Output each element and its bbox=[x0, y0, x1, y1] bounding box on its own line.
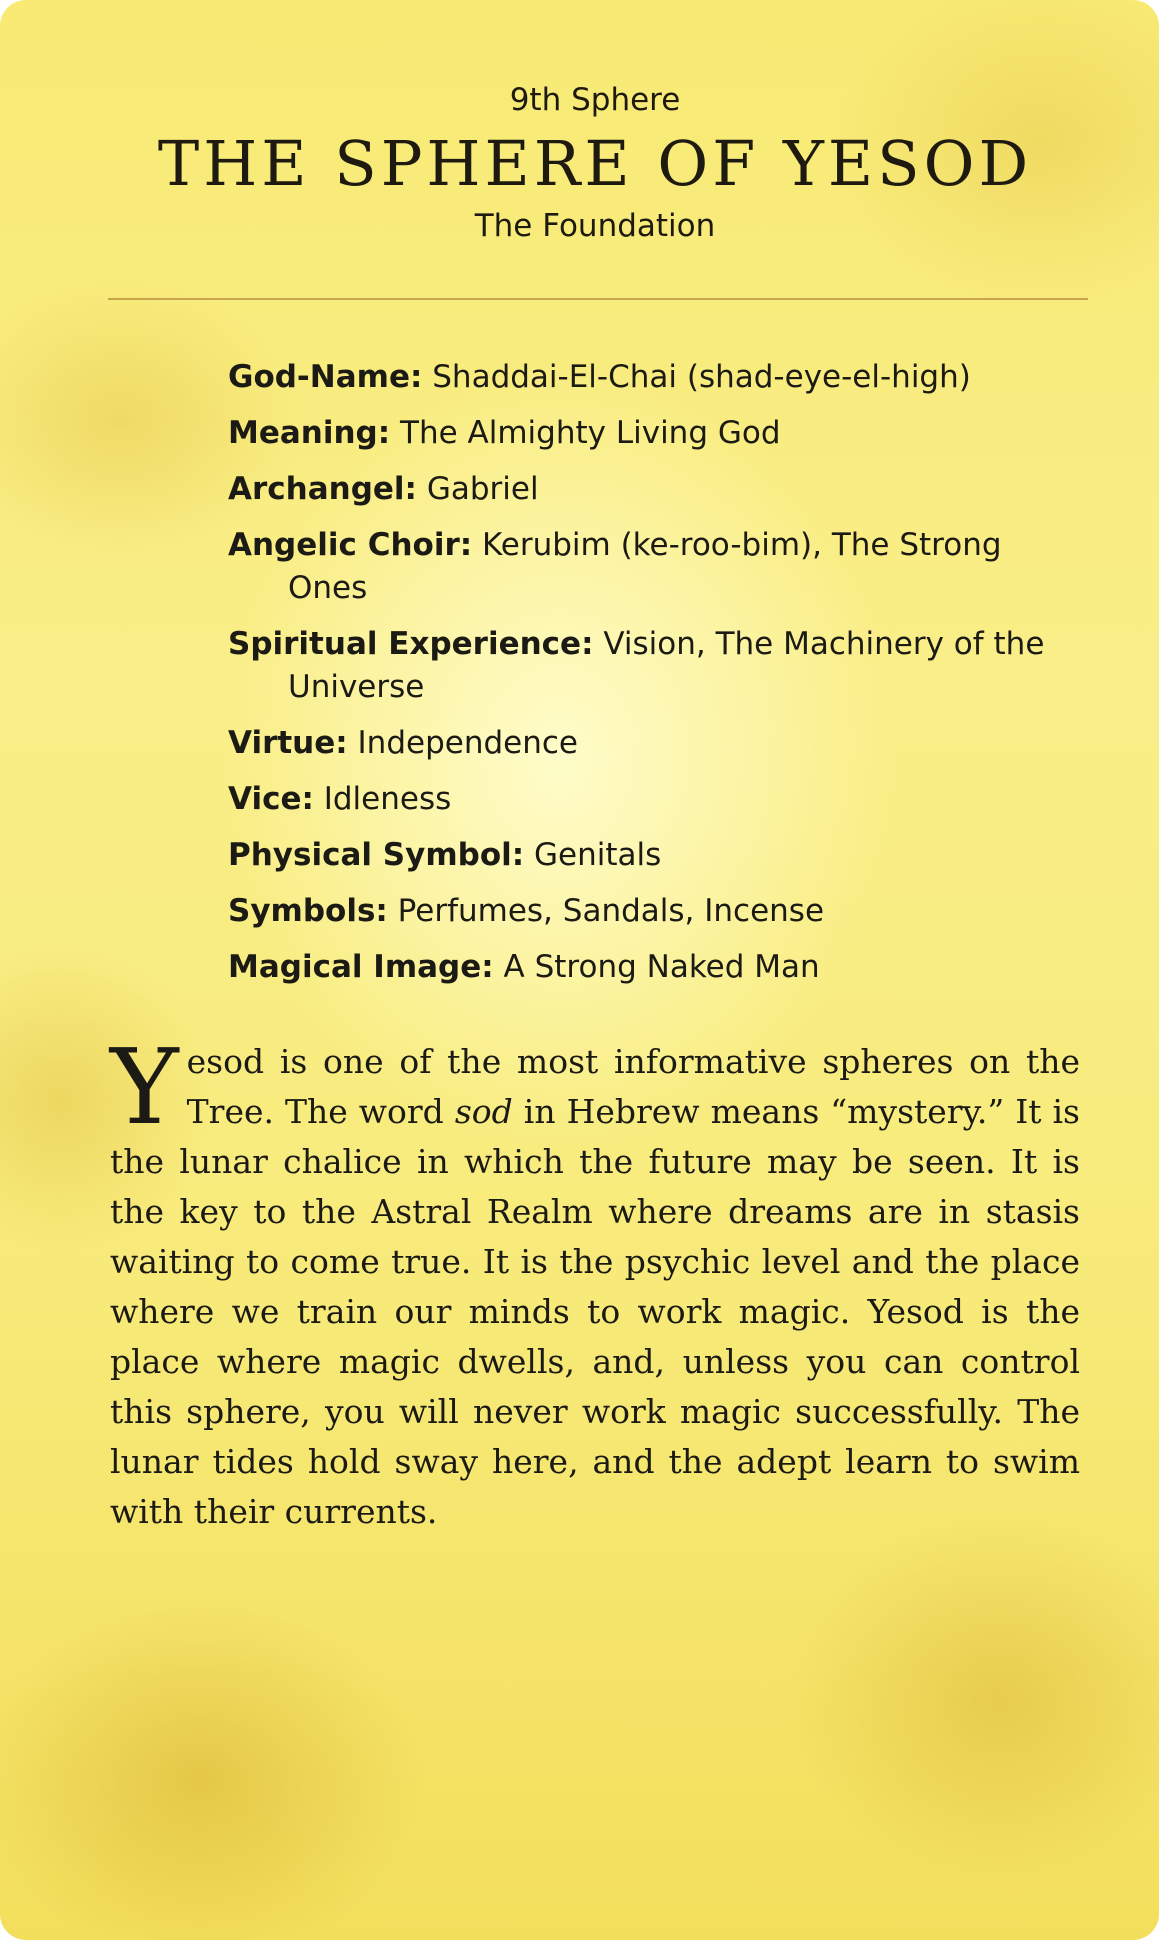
attribute-label: Vice: bbox=[228, 781, 314, 817]
attribute-label: Magical Image: bbox=[228, 949, 494, 985]
attribute-label: Physical Symbol: bbox=[228, 837, 525, 873]
attribute-label: Angelic Choir: bbox=[228, 527, 473, 563]
attribute-row-god-name bbox=[228, 356, 1048, 399]
description-italic-word: sod bbox=[454, 1092, 513, 1131]
attribute-value: Independence bbox=[357, 725, 578, 761]
attribute-label: Meaning: bbox=[228, 415, 391, 451]
attribute-value: Genitals bbox=[534, 837, 662, 873]
attribute-row-physical-symbol bbox=[228, 834, 1048, 877]
card-subtitle: The Foundation bbox=[474, 208, 716, 244]
attribute-label: God-Name: bbox=[228, 359, 423, 395]
description-paragraph bbox=[110, 1026, 1080, 1537]
attribute-row-magical-image bbox=[228, 946, 1048, 989]
attribute-value: Idleness bbox=[323, 781, 452, 817]
attribute-row-vice bbox=[228, 778, 1048, 821]
attribute-label: Archangel: bbox=[228, 471, 417, 507]
attribute-row-angelic-choir bbox=[228, 524, 1048, 610]
attribute-value: Vision, The Machinery of the Universe bbox=[288, 626, 1045, 705]
sphere-number: 9th Sphere bbox=[509, 82, 681, 118]
description-text-start: esod is one of the most informative spheres on the Tree. The word bbox=[186, 1042, 1080, 1131]
attribute-label: Spiritual Experience: bbox=[228, 626, 594, 662]
attribute-row-virtue bbox=[228, 722, 1048, 765]
attribute-list bbox=[228, 356, 1048, 1002]
attribute-row-meaning bbox=[228, 412, 1048, 455]
attribute-value: A Strong Naked Man bbox=[503, 949, 820, 985]
attribute-value: Shaddai-El-Chai (shad-eye-el-high) bbox=[432, 359, 971, 395]
attribute-row-symbols bbox=[228, 890, 1048, 933]
card-header bbox=[0, 78, 1159, 248]
drop-cap-letter: Y bbox=[110, 1026, 179, 1148]
attribute-value: Gabriel bbox=[426, 471, 539, 507]
attribute-label: Virtue: bbox=[228, 725, 348, 761]
header-divider bbox=[108, 298, 1088, 300]
description-text-rest: in Hebrew means “mystery.” It is the lunar chalice in which the future may be seen. It is the key to the Astral Realm where dreams are in stasis waiting to come true. It is the psychic level and the place where we train our minds to work magic. Yesod is the place where magic dwells, and, unless you can control this sphere, you will never work magic successfully. The lunar tides hold sway here, and the adept learn to swim with their currents. bbox=[110, 1092, 1080, 1531]
attribute-row-archangel bbox=[228, 468, 1048, 511]
attribute-row-spiritual-experience bbox=[228, 623, 1048, 709]
card-title: THE SPHERE OF YESOD bbox=[157, 127, 1033, 200]
attribute-label: Symbols: bbox=[228, 893, 388, 929]
attribute-value: Perfumes, Sandals, Incense bbox=[397, 893, 825, 929]
attribute-value: Kerubim (ke-roo-bim), The Strong Ones bbox=[288, 527, 1002, 606]
attribute-value: The Almighty Living God bbox=[400, 415, 781, 451]
